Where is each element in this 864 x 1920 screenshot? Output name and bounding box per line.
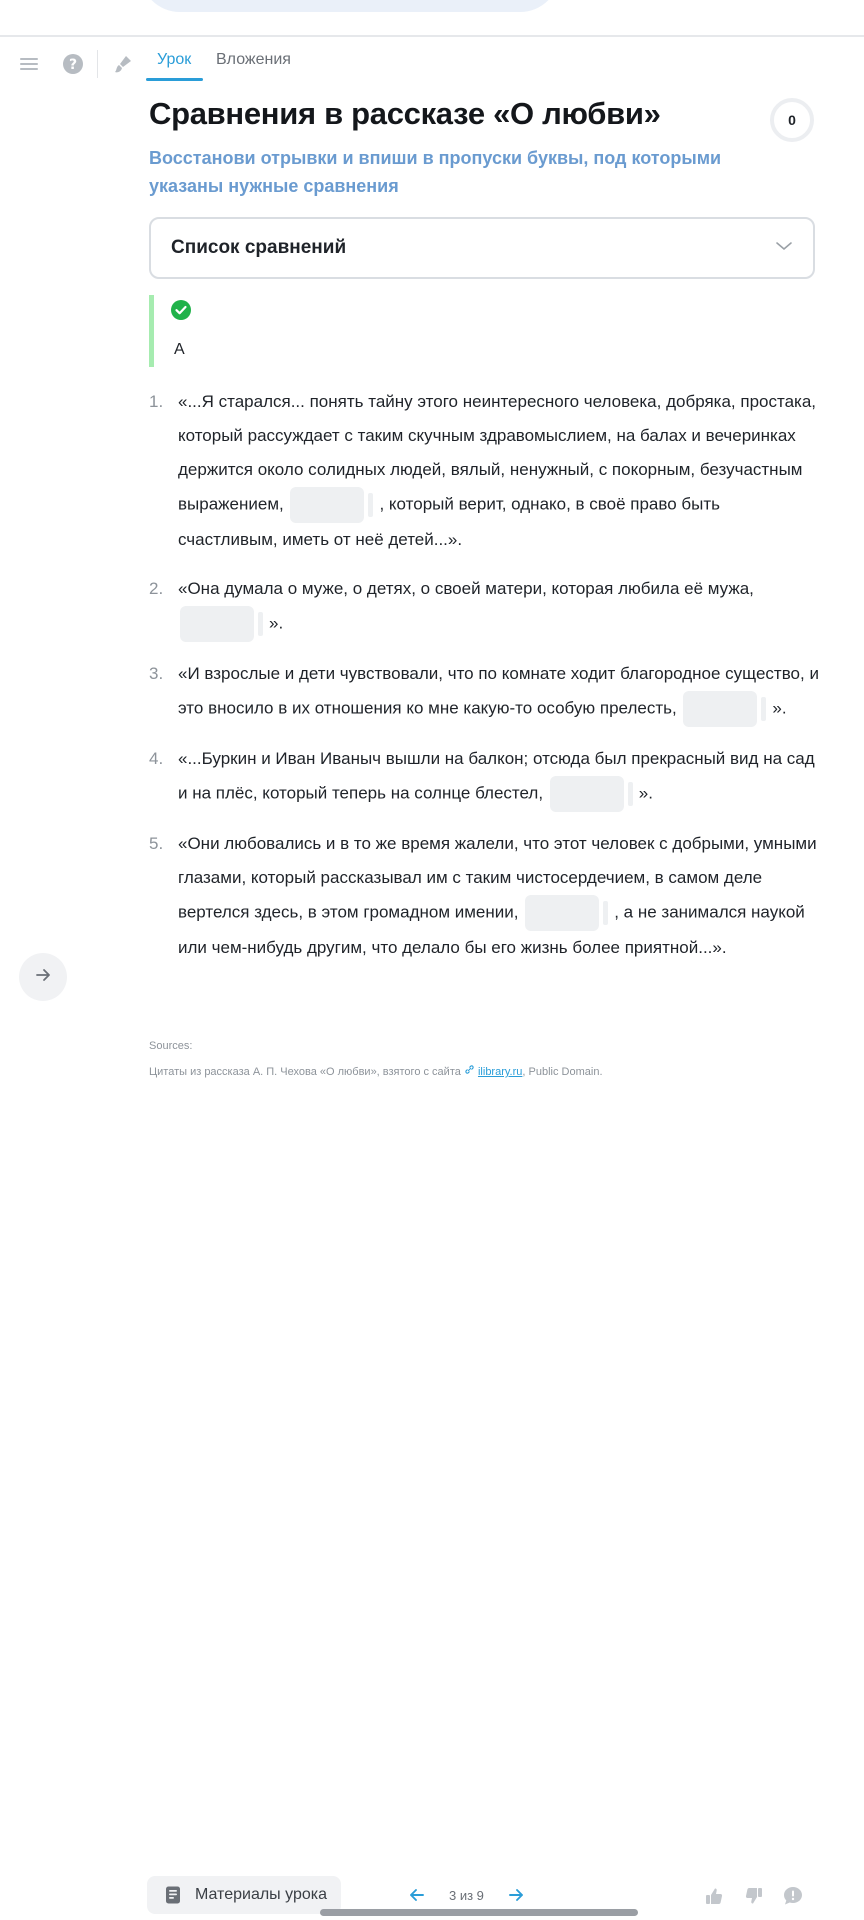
next-page-button[interactable]: [504, 1883, 528, 1907]
book-icon: [163, 1885, 183, 1905]
exercise-list: [149, 385, 819, 980]
exercise-number: 4.: [149, 749, 164, 768]
link-icon: [464, 1066, 478, 1078]
comment-icon[interactable]: [781, 1884, 805, 1908]
answer-blank-5[interactable]: [525, 895, 599, 931]
exercise-text: «И взрослые и дети чувствовали, что по комнате ходит благородное существо, и это вносило в их отношения ко мне какую-то особую прелесть,: [178, 664, 819, 718]
chevron-down-icon: [775, 239, 793, 257]
brush-icon[interactable]: [109, 50, 137, 78]
exercise-text: «...Буркин и Иван Иваныч вышли на балкон; отсюда был прекрасный вид на сад и на плёс, который теперь на солнце блестел,: [178, 749, 815, 803]
answer-card: [149, 295, 809, 367]
exercise-number: 1.: [149, 392, 164, 411]
arrow-right-icon: [34, 966, 52, 989]
next-arrow-button[interactable]: [19, 953, 67, 1001]
lesson-materials-label: Материалы урока: [195, 1886, 327, 1903]
active-tab-indicator: [146, 78, 203, 81]
sources-title: Sources:: [149, 1040, 193, 1052]
blank-edge: [258, 612, 263, 636]
exercise-text: «...Я старался... понять тайну этого неинтересного человека, добряка, простака, который рассуждает с таким скучным здравомыслием, на балах и вечеринках держится около солидных людей, вялый, ненужный, с покорным, безучастным выражением,: [178, 392, 817, 514]
exercise-text: , который верит, однако, в своё право быть счастливым, иметь от неё детей...».: [178, 494, 721, 549]
menu-icon[interactable]: [15, 50, 43, 78]
exercise-number: 5.: [149, 834, 164, 853]
blank-edge: [628, 782, 633, 806]
exercise-text: ».: [269, 613, 284, 633]
answer-blank-4[interactable]: [550, 776, 624, 812]
exercise-text: «Она думала о муже, о детях, о своей матери, которая любила её мужа,: [178, 579, 754, 598]
comparisons-dropdown[interactable]: [149, 217, 815, 279]
toolbar-separator: [97, 50, 98, 78]
exercise-text: ».: [772, 698, 787, 718]
lesson-toolbar: [0, 44, 864, 84]
exercise-item: [149, 572, 819, 642]
exercise-text: «Они любовались и в то же время жалели, что этот человек с добрыми, умными глазами, который рассказывал им с таким чистосердечием, в самом деле вертелся здесь, в этом громадном имении,: [178, 834, 817, 922]
exercise-item: [149, 742, 819, 812]
thumbs-up-icon[interactable]: [702, 1884, 726, 1908]
sources-description: Цитаты из рассказа А. П. Чехова «О любви», взятого с сайта: [149, 1066, 461, 1078]
blank-edge: [368, 493, 373, 517]
answer-letter: А: [174, 341, 185, 358]
exercise-number: 2.: [149, 579, 164, 598]
prev-page-button[interactable]: [405, 1883, 429, 1907]
top-search-pill[interactable]: [140, 0, 560, 12]
page-title: Сравнения в рассказе «О любви»: [149, 96, 661, 131]
svg-text:?: ?: [68, 57, 78, 73]
score-badge: 0: [770, 98, 814, 142]
exercise-number: 3.: [149, 664, 164, 683]
blank-edge: [761, 697, 766, 721]
sources-text: [149, 1064, 603, 1078]
exercise-text: ».: [638, 783, 653, 803]
page-indicator: 3 из 9: [449, 1887, 484, 1903]
exercise-text: , а не занимался наукой или чем-нибудь другим, что делало бы его жизнь более приятной...».: [178, 902, 805, 957]
answer-blank-1[interactable]: [290, 487, 364, 523]
exercise-item: [149, 827, 819, 965]
check-circle-icon: [171, 300, 191, 320]
blank-edge: [603, 901, 608, 925]
task-instruction: Восстанови отрывки и впиши в пропуски буквы, под которыми указаны нужные сравнения: [149, 148, 722, 196]
dropdown-label: Список сравнений: [171, 237, 347, 258]
thumbs-down-icon[interactable]: [742, 1884, 766, 1908]
exercise-item: [149, 657, 819, 727]
tab-attachments[interactable]: Вложения: [216, 51, 291, 68]
source-link[interactable]: ilibrary.ru: [477, 1066, 523, 1078]
top-divider: [0, 35, 864, 37]
tab-lesson[interactable]: Урок: [157, 51, 192, 68]
answer-blank-2[interactable]: [180, 606, 254, 642]
answer-blank-3[interactable]: [683, 691, 757, 727]
lesson-materials-button[interactable]: [147, 1876, 341, 1914]
help-icon[interactable]: [59, 50, 87, 78]
home-indicator: [320, 1909, 638, 1916]
sources-license: , Public Domain.: [522, 1066, 603, 1078]
exercise-item: [149, 385, 819, 557]
